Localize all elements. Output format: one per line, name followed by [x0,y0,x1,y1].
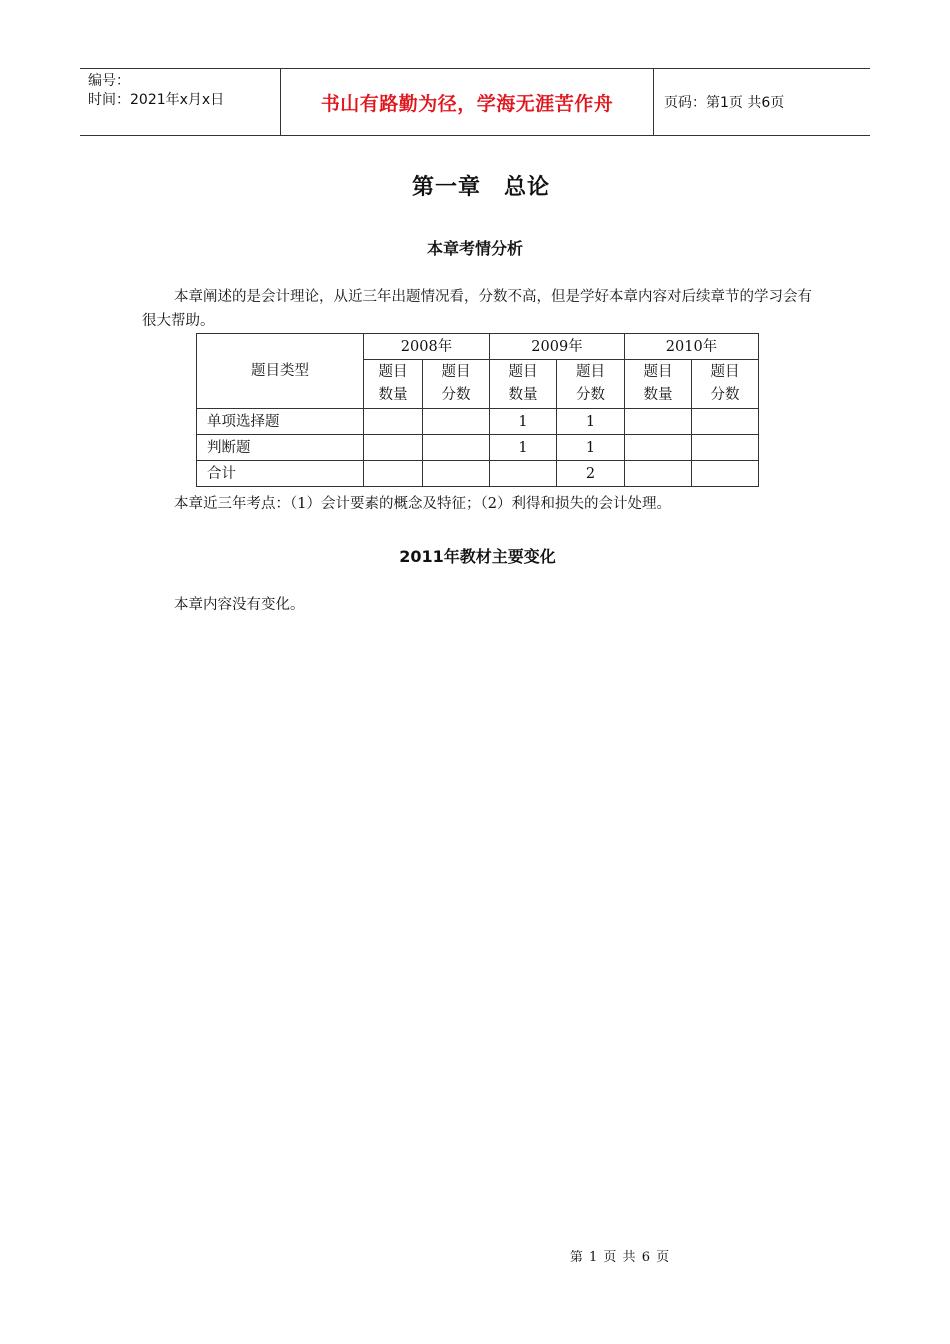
table-cell [490,461,557,487]
intro-paragraph: 本章阐述的是会计理论，从近三年出题情况看，分数不高，但是学好本章内容对后续章节的学习会有很大帮助。 [142,289,812,329]
table-cell [364,461,423,487]
document-time-label: 时间：2021年x月x日 [88,92,225,108]
table-row [197,435,759,461]
table-cell [625,461,692,487]
table-cell [364,435,423,461]
table-subheader-cell: 题目 分数 [557,360,625,409]
table-cell [364,409,423,435]
header-page-info: 页码：第1页 共6页 [664,95,785,111]
table-cell [423,461,490,487]
changes-paragraph: 本章内容没有变化。 [174,597,305,613]
key-points-paragraph: 本章近三年考点：（1）会计要素的概念及特征；（2）利得和损失的会计处理。 [174,496,671,512]
table-cell [423,435,490,461]
table-row [197,461,759,487]
exam-stats-table [196,333,759,487]
table-cell: 2 [557,461,625,487]
table-cell: 1 [490,435,557,461]
table-subheader-cell: 题目 数量 [625,360,692,409]
table-row [197,409,759,435]
table-cell [692,461,759,487]
page-footer: 第 1 页 共 6 页 [569,1250,671,1265]
document-number-label: 编号： [88,73,130,89]
table-subheader-cell: 题目 分数 [423,360,490,409]
table-cell [625,409,692,435]
chapter-title: 第一章 总论 [411,175,550,200]
page-header [80,68,870,136]
table-row-label: 合计 [197,461,364,487]
table-header-year: 2010年 [625,334,759,360]
table-header-row [197,334,759,360]
section-heading-textbook-changes: 2011年教材主要变化 [399,547,556,566]
table-row-label: 单项选择题 [197,409,364,435]
table-cell [692,435,759,461]
table-header-question-type: 题目类型 [197,334,364,409]
table-cell [423,409,490,435]
table-subheader-cell: 题目 数量 [490,360,557,409]
table-header-year: 2008年 [364,334,490,360]
table-subheader-cell: 题目 分数 [692,360,759,409]
section-heading-exam-analysis: 本章考情分析 [426,239,523,258]
table-cell [692,409,759,435]
header-motto: 书山有路勤为径，学海无涯苦作舟 [281,69,654,135]
table-subheader-cell: 题目 数量 [364,360,423,409]
table-header-year: 2009年 [490,334,625,360]
table-cell: 1 [557,409,625,435]
table-cell: 1 [490,409,557,435]
table-cell: 1 [557,435,625,461]
header-meta [80,69,281,135]
table-cell [625,435,692,461]
table-row-label: 判断题 [197,435,364,461]
